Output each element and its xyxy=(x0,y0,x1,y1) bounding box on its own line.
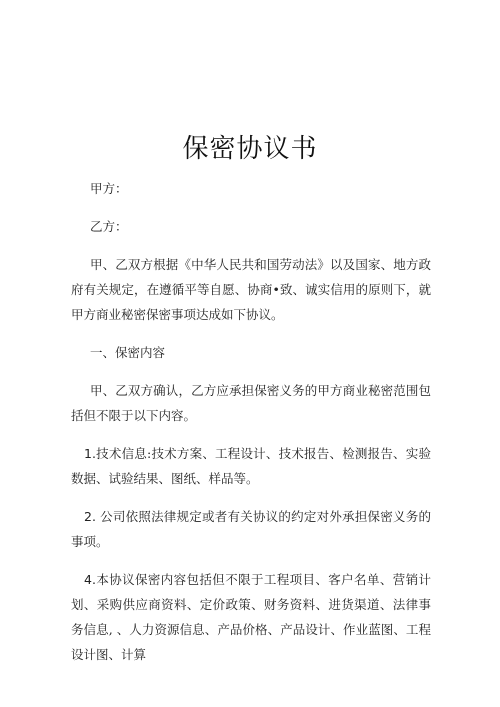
document-title: 保密协议书 xyxy=(182,134,318,164)
list-item-number: 2. xyxy=(84,509,101,524)
document-body xyxy=(71,176,431,680)
party-a-line: 甲方： xyxy=(90,181,128,196)
list-item xyxy=(71,441,431,491)
list-item-text: 公司依照法律规定或者有关协议的约定对外承担保密义务的事项。 xyxy=(71,509,431,549)
list-item-text: 技术信息:技术方案、工程设计、技术报告、检测报告、实验数据、试验结果、图纸、样品等。 xyxy=(71,446,431,486)
list-item-number: 1. xyxy=(84,446,96,461)
section-paragraph: 甲、乙双方确认，乙方应承担保密义务的甲方商业秘密范围包括但不限于以下内容。 xyxy=(71,383,431,423)
intro-paragraph: 甲、乙双方根据《中华人民共和国劳动法》以及国家、地方政府有关规定，在遵循平等自愿、协商•致、诚实信用的原则下，就甲方商业秘密保密事项达成如下协议。 xyxy=(71,257,431,322)
list-item xyxy=(71,504,431,554)
party-b-line: 乙方： xyxy=(90,219,128,234)
section-heading: 一、保密内容 xyxy=(90,345,166,360)
list-item xyxy=(71,567,431,667)
list-item-text: 本协议保密内容包括但不限于工程项目、客户名单、营销计划、采购供应商资料、定价政策、财务资料、进货渠道、法律事务信息, 、人力资源信息、产品价格、产品设计、作业蓝图、工程设计图、计算 xyxy=(71,572,431,662)
list-item-number: 4. xyxy=(84,572,96,587)
